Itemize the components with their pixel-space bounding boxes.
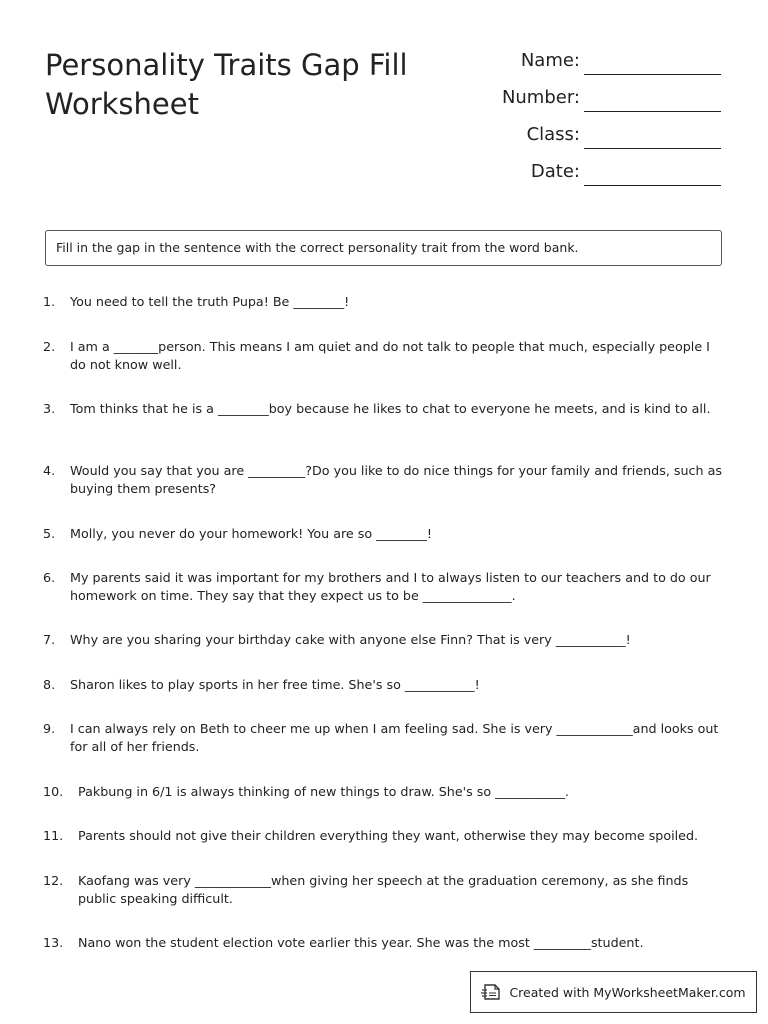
question-item	[43, 338, 723, 373]
question-item	[43, 720, 723, 755]
footer-text: Created with MyWorksheetMaker.com	[509, 984, 746, 1000]
name-label: Name:	[520, 50, 580, 71]
name-line[interactable]	[584, 74, 721, 75]
question-item	[43, 783, 723, 801]
question-item	[43, 631, 723, 649]
question-number: 12.	[43, 873, 64, 888]
number-label: Number:	[501, 87, 580, 108]
number-line[interactable]	[584, 111, 721, 112]
question-text: I can always rely on Beth to cheer me up when I am feeling sad. She is very ____________and looks out for all of her friends.	[70, 721, 719, 754]
footer-credit	[470, 971, 757, 1013]
question-number: 1.	[43, 294, 56, 309]
question-item	[43, 400, 723, 418]
question-text: Kaofang was very ____________when giving her speech at the graduation ceremony, as she finds public speaking difficult.	[78, 873, 689, 906]
question-text: Sharon likes to play sports in her free time. She's so ___________!	[70, 677, 480, 692]
date-field[interactable]	[470, 159, 730, 196]
question-number: 9.	[43, 721, 56, 736]
question-item	[43, 462, 723, 497]
date-label: Date:	[530, 161, 580, 182]
question-text: My parents said it was important for my brothers and I to always listen to our teachers and to do our homework on time. They say that they expect us to be ______________.	[70, 570, 711, 603]
question-item	[43, 827, 723, 845]
date-line[interactable]	[584, 185, 721, 186]
question-item	[43, 872, 723, 907]
question-number: 5.	[43, 526, 56, 541]
question-number: 2.	[43, 339, 56, 354]
worksheet-maker-logo-icon	[481, 982, 503, 1002]
question-number: 4.	[43, 463, 56, 478]
worksheet-title: Personality Traits Gap Fill Worksheet	[45, 48, 408, 121]
question-number: 10.	[43, 784, 64, 799]
number-field[interactable]	[470, 85, 730, 122]
class-line[interactable]	[584, 148, 721, 149]
class-label: Class:	[526, 124, 580, 145]
class-field[interactable]	[470, 122, 730, 159]
question-item	[43, 934, 723, 952]
instructions-box: Fill in the gap in the sentence with the correct personality trait from the word bank.	[45, 230, 722, 266]
question-number: 8.	[43, 677, 56, 692]
question-number: 7.	[43, 632, 56, 647]
question-text: Molly, you never do your homework! You are so ________!	[70, 526, 432, 541]
question-item	[43, 525, 723, 543]
question-number: 11.	[43, 828, 64, 843]
question-item	[43, 293, 723, 311]
question-text: Tom thinks that he is a ________boy because he likes to chat to everyone he meets, and is kind to all.	[70, 401, 711, 416]
question-number: 6.	[43, 570, 56, 585]
question-text: Would you say that you are _________?Do you like to do nice things for your family and friends, such as buying them presents?	[70, 463, 722, 496]
question-item	[43, 676, 723, 694]
student-info-fields	[470, 48, 730, 196]
question-text: You need to tell the truth Pupa! Be ________!	[70, 294, 350, 309]
question-text: Parents should not give their children everything they want, otherwise they may become spoiled.	[78, 828, 699, 843]
name-field[interactable]	[470, 48, 730, 85]
question-text: Why are you sharing your birthday cake with anyone else Finn? That is very ___________!	[70, 632, 631, 647]
question-text: Nano won the student election vote earlier this year. She was the most _________student.	[78, 935, 644, 950]
question-text: I am a _______person. This means I am quiet and do not talk to people that much, especially people I do not know well.	[70, 339, 710, 372]
question-number: 3.	[43, 401, 56, 416]
question-item	[43, 569, 723, 604]
question-number: 13.	[43, 935, 64, 950]
question-text: Pakbung in 6/1 is always thinking of new things to draw. She's so ___________.	[78, 784, 569, 799]
